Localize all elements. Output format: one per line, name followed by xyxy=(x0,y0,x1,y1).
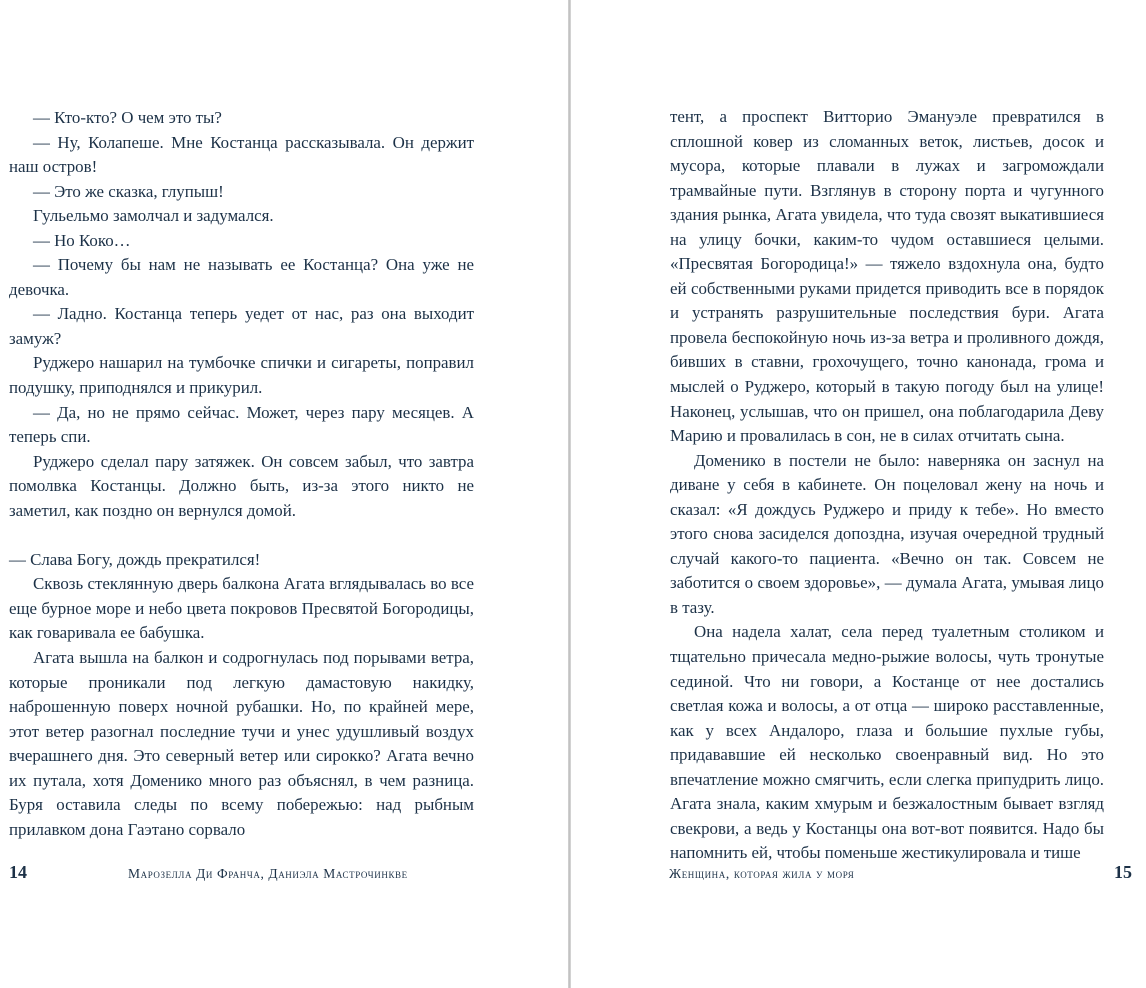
paragraph: — Это же сказка, глупыш! xyxy=(33,181,224,201)
right-page-body xyxy=(670,105,1104,866)
paragraph: Гульельмо замолчал и задумался. xyxy=(33,206,274,226)
paragraph: тент, а проспект Витторио Эмануэле превратился в сплошной ковер из сломанных веток, листьев, досок и мусора, которые плавали в лужах и загромождали трамвайные пути. Взглянув в сторону порта и чугунного здания рынка, Агата увидела, что туда свозят выкатившиеся на улицу бочки, каким-то чудом оставшиеся целыми. «Пресвятая Богородица!» — тяжело вздохнула она, будто ей собственными руками придется приводить все в порядок и устранять разрушительные последствия бури. Агата провела беспокойную ночь из-за ветра и проливного дождя, бивших в ставни, грохочущего, точно канонада, грома и мыслей о Руджеро, который в такую погоду был на улице! Наконец, услышав, что он пришел, она поблагодарила Деву Марию и провалилась в сон, не в силах отчитать сына. xyxy=(670,107,1104,446)
paragraph: Руджеро нашарил на тумбочке спички и сигареты, поправил подушку, приподнялся и прикурил. xyxy=(9,353,474,398)
paragraph: Агата вышла на балкон и содрогнулась под порывами ветра, которые проникали под легкую дамастовую накидку, наброшенную поверх ночной рубашки. Но, по крайней мере, этот ветер разогнал последние тучи и унес удушливый воздух вчерашнего дня. Это северный ветер или сирокко? Агата вечно их путала, хотя Доменико много раз объяснял, в чем разница. Буря оставила следы по всему побережью: над рыбным прилавком дона Гаэтано сорвало xyxy=(9,648,474,839)
running-head: Марозелла Ди Франча, Даниэла Мастрочинкве xyxy=(128,866,408,881)
paragraph: Сквозь стеклянную дверь балкона Агата вглядывалась во все еще бурное море и небо цвета покровов Пресвятой Богородицы, как говаривала ее бабушка. xyxy=(9,574,474,643)
paragraph: — Слава Богу, дождь прекратился! xyxy=(9,549,261,569)
paragraph: Она надела халат, села перед туалетным столиком и тщательно причесала медно-рыжие волосы, чуть тронутые сединой. Что ни говори, а Костанце от нее достались светлая кожа и волосы, а от отца — широко расставленные, как у всех Андалоро, глаза и большие пухлые губы, придававшие ей несколько своенравный вид. Но это впечатление можно смягчить, если слегка припудрить лицо. Агата знала, каким хмурым и безжалостным бывает взгляд свекрови, а ведь у Костанцы она вот-вот появится. Надо бы напомнить ей, чтобы поменьше жестикулировала и тише xyxy=(670,622,1104,863)
right-page xyxy=(571,0,1146,988)
paragraph: — Ну, Колапеше. Мне Костанца рассказывала. Он держит наш остров! xyxy=(9,132,474,177)
paragraph: Доменико в постели не было: наверняка он заснул на диване у себя в кабинете. Он поцеловал жену на ночь и сказал: «Я дождусь Руджеро и приду к тебе». Но вместо этого снова засиделся допоздна, изучая очередной трудный случай какого-то пациента. «Вечно он так. Совсем не заботится о своем здоровье», — думала Агата, умывая лицо в тазу. xyxy=(670,450,1104,617)
paragraph: — Но Коко… xyxy=(33,230,131,250)
paragraph: — Почему бы нам не называть ее Костанца? Она уже не девочка. xyxy=(9,255,474,299)
paragraph: Руджеро сделал пару затяжек. Он совсем забыл, что завтра помолвка Костанцы. Должно быть, из-за этого никто не заметил, как поздно он вернулся домой. xyxy=(9,451,474,520)
paragraph: — Ладно. Костанца теперь уедет от нас, раз она выходит замуж? xyxy=(9,304,474,348)
left-page-body xyxy=(9,106,474,842)
paragraph: — Кто-кто? О чем это ты? xyxy=(33,108,222,127)
page-number: 15 xyxy=(1114,862,1132,882)
left-page xyxy=(0,0,568,988)
paragraph: — Да, но не прямо сейчас. Может, через пару месяцев. А теперь спи. xyxy=(9,402,474,447)
running-head: Женщина, которая жила у моря xyxy=(669,866,855,881)
page-number: 14 xyxy=(9,862,27,882)
